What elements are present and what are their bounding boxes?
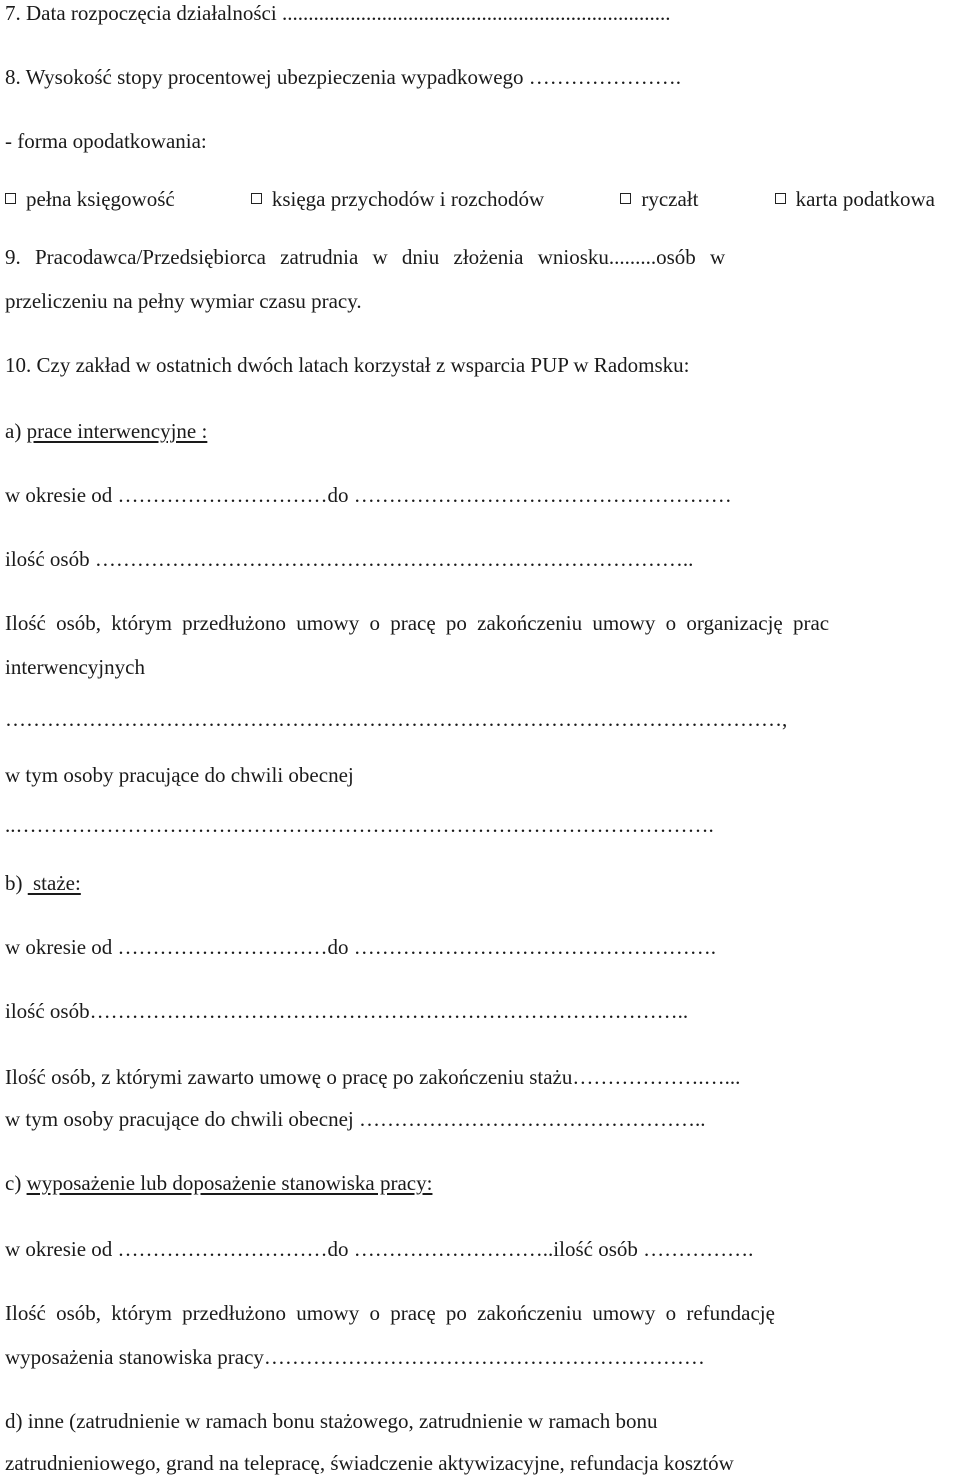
section-c-heading: c) wyposażenie lub doposażenie stanowiska pracy:	[5, 1171, 433, 1195]
employment-line-cont: przeliczeniu na pełny wymiar czasu pracy.	[5, 289, 362, 313]
checkbox-icon[interactable]	[5, 193, 16, 204]
section-d-heading-cont: zatrudnieniowego, grand na telepracę, świadczenie aktywizacyjne, refundacja kosztów	[5, 1451, 734, 1475]
section-a-extended-cont: interwencyjnych	[5, 655, 145, 679]
question-10: 10. Czy zakład w ostatnich dwóch latach korzystał z wsparcia PUP w Radomsku:	[5, 353, 690, 377]
tax-option-lump-sum[interactable]: ryczałt	[620, 186, 698, 212]
section-c-extended: Ilość osób, którym przedłużono umowy o pracę po zakończeniu umowy o refundację	[5, 1301, 775, 1325]
accident-insurance-rate-line: 8. Wysokość stopy procentowej ubezpieczenia wypadkowego ………………….	[5, 65, 682, 89]
checkbox-icon[interactable]	[251, 193, 262, 204]
section-c-period: w okresie od …………………………do ………………………..ilość osób …………….	[5, 1237, 754, 1261]
start-date-line: 7. Data rozpoczęcia działalności ..........................................................................	[5, 1, 671, 25]
section-d-heading: d) inne (zatrudnienie w ramach bonu stażowego, zatrudnienie w ramach bonu	[5, 1409, 658, 1433]
section-a-period: w okresie od …………………………do ………………………………………………	[5, 483, 732, 507]
checkbox-icon[interactable]	[775, 193, 786, 204]
section-b-period: w okresie od …………………………do …………………………………………….	[5, 935, 717, 959]
section-a-count: ilość osób …………………………………………………………………………..	[5, 547, 694, 571]
employment-line: 9. Pracodawca/Przedsiębiorca zatrudnia w dniu złożenia wniosku.........osób w	[5, 245, 726, 269]
section-b-heading: b) staże:	[5, 871, 81, 895]
section-b-hired: Ilość osób, z którymi zawarto umowę o pracę po zakończeniu stażu……………….…...	[5, 1065, 741, 1089]
section-b-still-employed: w tym osoby pracujące do chwili obecnej …………………………………………..	[5, 1107, 706, 1131]
tax-option-full-accounting[interactable]: pełna księgowość	[5, 186, 175, 212]
checkbox-icon[interactable]	[620, 193, 631, 204]
section-c-label: wyposażenie lub doposażenie stanowiska pracy:	[26, 1171, 433, 1195]
tax-option-revenue-book[interactable]: księga przychodów i rozchodów	[251, 186, 544, 212]
section-c-extended-cont: wyposażenia stanowiska pracy………………………………………………………	[5, 1345, 705, 1369]
section-a-extended-blank: …………………………………………………………………………………………………,	[5, 707, 788, 731]
section-a-extended: Ilość osób, którym przedłużono umowy o pracę po zakończeniu umowy o organizację prac	[5, 611, 830, 635]
section-a-still-employed-blank: ..……………………………………………………………………………………….	[5, 813, 714, 837]
section-a-still-employed: w tym osoby pracujące do chwili obecnej	[5, 763, 354, 787]
section-b-count: ilość osób…………………………………………………………………………..	[5, 999, 689, 1023]
section-a-label: prace interwencyjne :	[26, 419, 208, 443]
section-a-heading: a) prace interwencyjne :	[5, 419, 208, 443]
section-b-label: staże:	[27, 871, 81, 895]
tax-option-tax-card[interactable]: karta podatkowa	[775, 186, 935, 212]
taxation-form-label: - forma opodatkowania:	[5, 129, 207, 153]
taxation-options	[5, 186, 935, 212]
